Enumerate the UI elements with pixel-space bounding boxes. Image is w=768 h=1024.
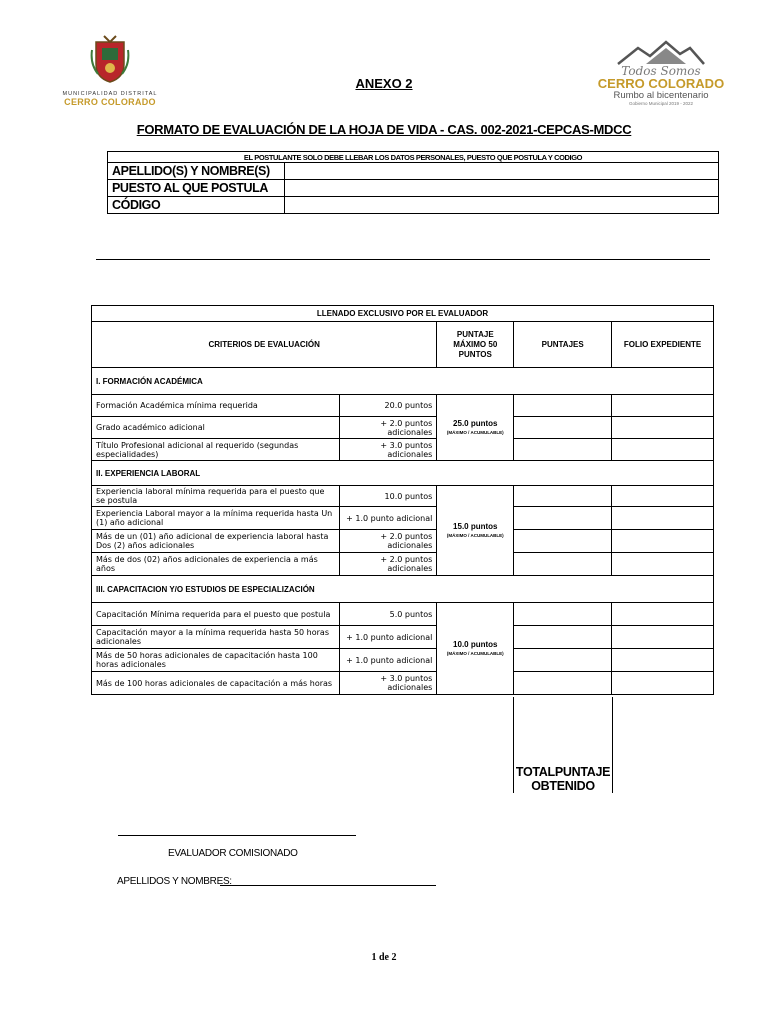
score-cell[interactable] bbox=[514, 439, 612, 461]
criterion-points: 20.0 puntos bbox=[340, 395, 437, 417]
criterion: Experiencia laboral mínima requerida para el puesto que se postula bbox=[92, 486, 340, 507]
score-cell[interactable] bbox=[514, 603, 612, 626]
section-max-points bbox=[437, 486, 514, 576]
signature-line bbox=[118, 835, 356, 836]
score-cell[interactable] bbox=[514, 649, 612, 672]
folio-cell[interactable] bbox=[612, 672, 714, 695]
criterion: Experiencia Laboral mayor a la mínima requerida hasta Un (1) año adicional bbox=[92, 507, 340, 530]
criterion-points: + 1.0 punto adicional bbox=[340, 507, 437, 530]
folio-cell[interactable] bbox=[612, 530, 714, 553]
folio-cell[interactable] bbox=[612, 395, 714, 417]
evaluation-table bbox=[91, 305, 714, 695]
criterion-points: + 1.0 punto adicional bbox=[340, 649, 437, 672]
criterion-points: + 2.0 puntos adicionales bbox=[340, 553, 437, 576]
folio-cell[interactable] bbox=[612, 649, 714, 672]
criterion: Capacitación mayor a la mínima requerida hasta 50 horas adicionales bbox=[92, 626, 340, 649]
score-cell[interactable] bbox=[514, 417, 612, 439]
criterion-points: + 3.0 puntos adicionales bbox=[340, 439, 437, 461]
max-points-value: 10.0 puntos bbox=[453, 639, 498, 649]
applicant-name-field[interactable] bbox=[285, 163, 719, 180]
applicant-label-position: PUESTO AL QUE POSTULA bbox=[108, 180, 285, 197]
folio-cell[interactable] bbox=[612, 553, 714, 576]
folio-cell[interactable] bbox=[612, 439, 714, 461]
score-cell[interactable] bbox=[514, 530, 612, 553]
criterion: Más de 100 horas adicionales de capacitación a más horas bbox=[92, 672, 340, 695]
max-points-value: 25.0 puntos bbox=[453, 418, 498, 428]
criterion-points: 5.0 puntos bbox=[340, 603, 437, 626]
folio-cell[interactable] bbox=[612, 417, 714, 439]
criterion: Formación Académica mínima requerida bbox=[92, 395, 340, 417]
applicant-table-header: EL POSTULANTE SOLO DEBE LLEBAR LOS DATOS PERSONALES, PUESTO QUE POSTULA Y CODIGO bbox=[108, 152, 719, 163]
mountains-icon bbox=[616, 40, 706, 66]
annex-title: ANEXO 2 bbox=[355, 76, 413, 91]
max-points-note: (MÁXIMO / ACUMULABLE) bbox=[446, 429, 504, 435]
total-score-label: TOTALPUNTAJE OBTENIDO bbox=[515, 765, 611, 793]
score-cell[interactable] bbox=[514, 553, 612, 576]
score-cell[interactable] bbox=[514, 672, 612, 695]
col-criterios: CRITERIOS DE EVALUACIÓN bbox=[92, 322, 437, 368]
logo-left-line1: MUNICIPALIDAD DISTRITAL bbox=[62, 91, 158, 97]
evaluator-banner: LLENADO EXCLUSIVO POR EL EVALUADOR bbox=[92, 306, 714, 322]
criterion: Más de dos (02) años adicionales de experiencia a más años bbox=[92, 553, 340, 576]
logo-left-line2: CERRO COLORADO bbox=[64, 97, 156, 107]
folio-cell[interactable] bbox=[612, 507, 714, 530]
criterion: Más de un (01) año adicional de experiencia laboral hasta Dos (2) años adicionales bbox=[92, 530, 340, 553]
page-number: 1 de 2 bbox=[371, 952, 397, 963]
logo-right-line2: CERRO COLORADO bbox=[597, 76, 725, 91]
applicant-code-field[interactable] bbox=[285, 197, 719, 214]
municipality-logo bbox=[62, 34, 158, 106]
separator-line bbox=[96, 259, 710, 260]
applicant-table bbox=[107, 151, 719, 214]
evaluator-name-line[interactable] bbox=[220, 885, 436, 886]
logo-right-line4: Gobierno Municipal 2019 - 2022 bbox=[628, 101, 694, 106]
criterion-points: 10.0 puntos bbox=[340, 486, 437, 507]
applicant-label-name: APELLIDO(S) Y NOMBRE(S) bbox=[108, 163, 285, 180]
section-title: III. CAPACITACION Y/O ESTUDIOS DE ESPECIALIZACIÓN bbox=[92, 576, 714, 603]
evaluator-label: EVALUADOR COMISIONADO bbox=[168, 848, 298, 859]
max-points-value: 15.0 puntos bbox=[453, 521, 498, 531]
col-puntaje-max: PUNTAJE MÁXIMO 50 PUNTOS bbox=[437, 322, 514, 368]
logo-right-line1: Todos Somos bbox=[621, 64, 701, 78]
criterion-points: + 3.0 puntos adicionales bbox=[340, 672, 437, 695]
criterion-points: + 2.0 puntos adicionales bbox=[340, 530, 437, 553]
section-title: I. FORMACIÓN ACADÉMICA bbox=[92, 368, 714, 395]
criterion: Capacitación Mínima requerida para el puesto que postula bbox=[92, 603, 340, 626]
total-score-box[interactable] bbox=[513, 697, 613, 793]
score-cell[interactable] bbox=[514, 507, 612, 530]
criterion-points: + 1.0 punto adicional bbox=[340, 626, 437, 649]
applicant-position-field[interactable] bbox=[285, 180, 719, 197]
folio-cell[interactable] bbox=[612, 603, 714, 626]
evaluator-name-label: APELLIDOS Y NOMBRES: bbox=[117, 876, 232, 887]
form-title: FORMATO DE EVALUACIÓN DE LA HOJA DE VIDA - CAS. 002-2021-CEPCAS-MDCC bbox=[136, 122, 632, 137]
section-title: II. EXPERIENCIA LABORAL bbox=[92, 461, 714, 486]
section-max-points bbox=[437, 603, 514, 695]
criterion: Grado académico adicional bbox=[92, 417, 340, 439]
criterion: Más de 50 horas adicionales de capacitación hasta 100 horas adicionales bbox=[92, 649, 340, 672]
logo-right-line3: Rumbo al bicentenario bbox=[613, 90, 709, 101]
criterion-points: + 2.0 puntos adicionales bbox=[340, 417, 437, 439]
score-cell[interactable] bbox=[514, 486, 612, 507]
criterion: Título Profesional adicional al requerido (segundas especialidades) bbox=[92, 439, 340, 461]
folio-cell[interactable] bbox=[612, 486, 714, 507]
score-cell[interactable] bbox=[514, 626, 612, 649]
score-cell[interactable] bbox=[514, 395, 612, 417]
section-max-points bbox=[437, 395, 514, 461]
folio-cell[interactable] bbox=[612, 626, 714, 649]
max-points-note: (MÁXIMO / ACUMULABLE) bbox=[446, 650, 504, 656]
applicant-label-code: CÓDIGO bbox=[108, 197, 285, 214]
col-folio: FOLIO EXPEDIENTE bbox=[612, 322, 714, 368]
col-puntajes: PUNTAJES bbox=[514, 322, 612, 368]
max-points-note: (MÁXIMO / ACUMULABLE) bbox=[446, 532, 504, 538]
